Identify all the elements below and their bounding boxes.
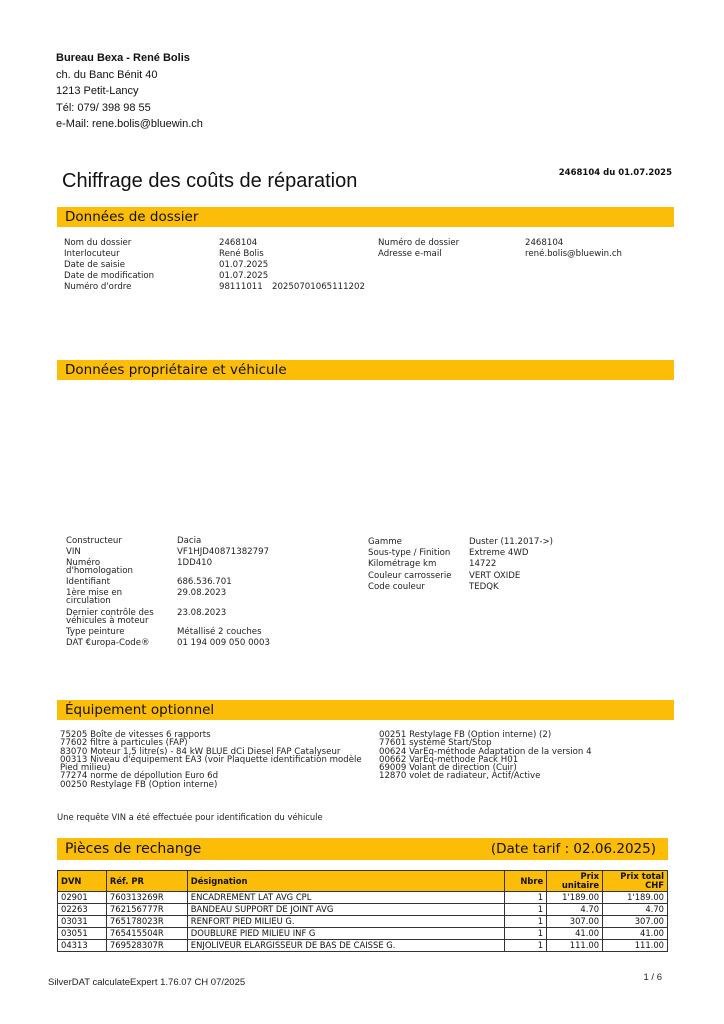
dossier-left-fields <box>64 238 384 298</box>
vehicle-left-fields <box>66 536 366 651</box>
cell-dvn: 04313 <box>58 940 107 952</box>
field-label: Type peinture <box>66 627 125 637</box>
field-label: 1ère mise en <box>66 588 123 598</box>
equipment-item: 75205 Boîte de vitesses 6 rapports <box>60 730 211 740</box>
cell-designation: ENCADREMENT LAT AVG CPL <box>187 892 504 904</box>
field-label: Numéro de dossier <box>378 238 460 248</box>
sender-block <box>56 50 203 133</box>
cell-qty: 1 <box>505 892 547 904</box>
field-value-secondary: 20250701065111202 <box>272 282 365 292</box>
cell-designation: DOUBLURE PIED MILIEU INF G <box>187 928 504 940</box>
column-header-ref: Réf. PR <box>106 871 187 892</box>
field-value: 2468104 <box>219 238 258 248</box>
field-value: Dacia <box>177 536 202 546</box>
section-vehicle-header <box>57 360 674 380</box>
cell-designation: RENFORT PIED MILIEU G. <box>187 916 504 928</box>
vehicle-right-fields <box>368 536 668 596</box>
cell-ref: 762156777R <box>106 904 187 916</box>
document-title: Chiffrage des coûts de réparation <box>62 170 358 192</box>
cell-dvn: 03031 <box>58 916 107 928</box>
equipment-item: 83070 Moteur 1,5 litre(s) - 84 kW BLUE dCi Diesel FAP Catalyseur <box>60 746 341 757</box>
sender-phone: Tél: 079/ 398 98 55 <box>56 101 151 114</box>
column-header-unit-l2: unitaire <box>561 880 600 890</box>
cell-ref: 760313269R <box>106 892 187 904</box>
sender-email: e-Mail: rene.bolis@bluewin.ch <box>56 118 203 130</box>
equipment-item: 00662 VarEq-méthode Pack H01 <box>379 754 519 765</box>
column-header-dvn: DVN <box>58 871 107 892</box>
field-label: Kilométrage km <box>368 559 437 569</box>
section-parts-header <box>57 838 668 860</box>
parts-table-header <box>58 871 668 892</box>
cell-unit-price: 41.00 <box>547 928 603 940</box>
equipment-item: 00313 Niveau d'équipement EA3 (voir Plaquette identification modèle <box>60 754 362 765</box>
cell-designation: BANDEAU SUPPORT DE JOINT AVG <box>187 904 504 916</box>
cell-total-price: 4.70 <box>603 904 668 916</box>
equipment-item: 00251 Restylage FB (Option interne) (2) <box>379 730 552 740</box>
field-value: rené.bolis@bluewin.ch <box>525 249 622 259</box>
cell-total-price: 1'189.00 <box>603 892 668 904</box>
field-label: Constructeur <box>66 536 122 546</box>
cell-unit-price: 4.70 <box>547 904 603 916</box>
cell-unit-price: 307.00 <box>547 916 603 928</box>
field-value: TEDQK <box>469 582 499 592</box>
cell-ref: 769528307R <box>106 940 187 952</box>
field-value: 1DD410 <box>177 558 213 568</box>
field-label: véhicules à moteur <box>66 616 149 626</box>
cell-unit-price: 1'189.00 <box>547 892 603 904</box>
cell-designation: ENJOLIVEUR ELARGISSEUR DE BAS DE CAISSE G. <box>187 940 504 952</box>
field-value: VERT OXIDE <box>469 571 521 581</box>
equipment-left-list <box>60 731 362 789</box>
section-dossier-header <box>57 207 674 227</box>
document-reference: 2468104 du 01.07.2025 <box>558 168 672 178</box>
column-header-designation: Désignation <box>187 871 504 892</box>
field-label: Nom du dossier <box>64 238 132 248</box>
equipment-item: 00250 Restylage FB (Option interne) <box>60 779 218 790</box>
field-value: Métallisé 2 couches <box>177 627 262 637</box>
cell-qty: 1 <box>505 928 547 940</box>
vin-request-note: Une requête VIN a été effectuée pour identification du véhicule <box>57 812 323 822</box>
cell-dvn: 02263 <box>58 904 107 916</box>
equipment-item: 77602 filtre à particules (FAP) <box>60 738 188 749</box>
table-row <box>58 940 668 952</box>
field-label: Date de modification <box>64 271 155 281</box>
cell-qty: 1 <box>505 940 547 952</box>
field-label: VIN <box>66 547 81 557</box>
field-value: Duster (11.2017->) <box>469 537 554 547</box>
dossier-right-fields <box>378 238 674 262</box>
field-label: Couleur carrosserie <box>368 571 452 581</box>
field-label: Sous-type / Finition <box>368 548 451 558</box>
cell-dvn: 02901 <box>58 892 107 904</box>
field-value: 686.536.701 <box>177 577 232 587</box>
field-label: Dernier contrôle des <box>66 608 154 618</box>
cell-total-price: 111.00 <box>603 940 668 952</box>
field-value: Extreme 4WD <box>469 548 529 558</box>
footer-software: SilverDAT calculateExpert 1.76.07 CH 07/2025 <box>48 977 246 988</box>
cell-dvn: 03051 <box>58 928 107 940</box>
column-header-total-l2: CHF <box>645 880 664 890</box>
table-row <box>58 916 668 928</box>
field-label: Date de saisie <box>64 260 126 270</box>
field-value: VF1HJD40871382797 <box>177 547 270 557</box>
column-header-unit-price <box>547 871 603 892</box>
parts-table <box>57 870 668 952</box>
section-parts-title: Pièces de rechange <box>65 841 202 857</box>
field-label: Numéro d'ordre <box>64 282 132 292</box>
field-label: d'homologation <box>66 566 133 576</box>
field-label: circulation <box>66 596 111 606</box>
equipment-item: 77274 norme de dépollution Euro 6d <box>60 771 219 782</box>
cell-total-price: 307.00 <box>603 916 668 928</box>
cell-total-price: 41.00 <box>603 928 668 940</box>
field-value: 98111011 <box>219 282 263 292</box>
column-header-total-price <box>603 871 668 892</box>
field-value: 01 194 009 050 0003 <box>177 638 270 648</box>
field-label: Numéro <box>66 558 101 568</box>
cell-ref: 765178023R <box>106 916 187 928</box>
field-value: 2468104 <box>525 238 564 248</box>
field-label: Interlocuteur <box>64 249 120 259</box>
field-value: 14722 <box>469 559 497 569</box>
sender-city: 1213 Petit-Lancy <box>56 85 139 97</box>
section-dossier-title: Données de dossier <box>65 209 199 225</box>
field-label: Adresse e-mail <box>378 249 442 259</box>
field-label: Code couleur <box>368 582 425 592</box>
table-row <box>58 892 668 904</box>
equipment-item: Pied milieu) <box>60 763 111 774</box>
field-value: 01.07.2025 <box>219 260 269 270</box>
column-header-unit-l1: Prix <box>580 871 600 881</box>
footer-page-number: 1 / 6 <box>643 972 662 983</box>
sender-street: ch. du Banc Bénit 40 <box>56 68 158 81</box>
cell-qty: 1 <box>505 916 547 928</box>
field-label: DAT €uropa-Code® <box>66 638 150 648</box>
equipment-item: 77601 système Start/Stop <box>379 738 492 749</box>
section-vehicle-title: Données propriétaire et véhicule <box>65 362 287 378</box>
column-header-qty: Nbre <box>505 871 547 892</box>
field-value: 01.07.2025 <box>219 271 269 281</box>
equipment-item: 69009 Volant de direction (Cuir) <box>379 763 517 774</box>
table-row <box>58 904 668 916</box>
cell-ref: 765415504R <box>106 928 187 940</box>
field-label: Identifiant <box>66 577 110 587</box>
section-equipment-header <box>57 700 674 720</box>
field-value: 23.08.2023 <box>177 608 227 618</box>
column-header-total-l1: Prix total <box>620 871 664 881</box>
equipment-item: 00624 VarEq-méthode Adaptation de la version 4 <box>379 746 592 757</box>
parts-tariff-date: (Date tarif : 02.06.2025) <box>490 841 656 857</box>
sender-company: Bureau Bexa - René Bolis <box>56 52 190 64</box>
equipment-item: 12870 volet de radiateur, Actif/Active <box>379 771 541 782</box>
cell-unit-price: 111.00 <box>547 940 603 952</box>
table-row <box>58 928 668 940</box>
equipment-right-list <box>379 731 592 781</box>
section-equipment-title: Équipement optionnel <box>65 702 215 718</box>
field-value: 29.08.2023 <box>177 588 227 598</box>
cell-qty: 1 <box>505 904 547 916</box>
field-label: Gamme <box>368 537 402 547</box>
field-value: René Bolis <box>219 249 264 259</box>
